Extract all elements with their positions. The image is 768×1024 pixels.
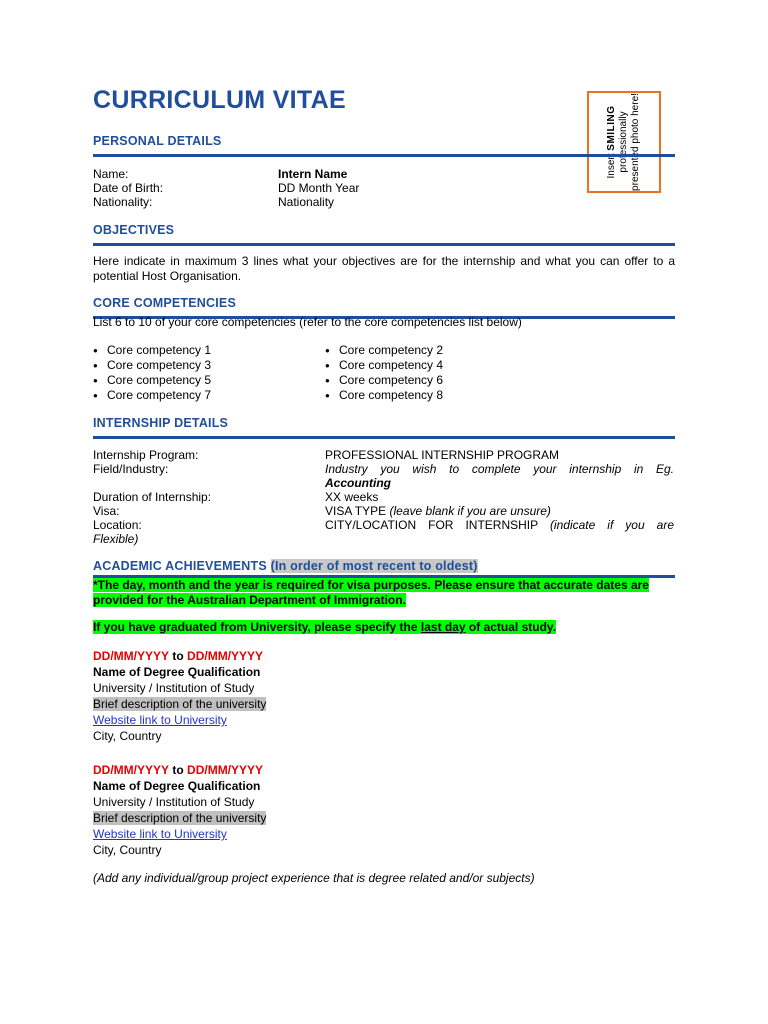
location-label: Location: <box>93 518 142 532</box>
internship-details-heading: INTERNSHIP DETAILS <box>93 416 675 439</box>
objectives-text: Here indicate in maximum 3 lines what your objectives are for the internship and what you can offer to a potential Host Organisation. <box>93 254 675 283</box>
academic-achievements-heading <box>93 559 675 578</box>
entry-institution: University / Institution of Study <box>93 681 255 695</box>
location-value: CITY/LOCATION FOR INTERNSHIP <box>325 518 538 532</box>
document-title: CURRICULUM VITAE <box>93 86 346 114</box>
location-note-cont: Flexible) <box>93 532 139 546</box>
list-item: ● Core competency 3 <box>93 358 211 373</box>
field-value: Industry you wish to complete your internship in Eg. <box>325 462 674 476</box>
entry-qualification: Name of Degree Qualification <box>93 665 261 679</box>
list-item: ● Core competency 6 <box>325 373 443 388</box>
entry-dates <box>93 762 266 778</box>
competencies-list-right <box>325 343 443 403</box>
entry-date-to: DD/MM/YYYY <box>187 649 264 663</box>
entry-date-from: DD/MM/YYYY <box>93 649 170 663</box>
graduation-notice-pre: If you have graduated from University, please specify the <box>93 620 421 634</box>
visa-dates-notice-text: *The day, month and the year is required for visa purposes. Please ensure that accurate dates are provided for the Australian Department of Immigration. <box>93 578 649 607</box>
photo-text-pre: Insert <box>606 153 617 179</box>
entry-website-link[interactable]: Website link to University <box>93 827 227 841</box>
entry-date-from: DD/MM/YYYY <box>93 763 170 777</box>
entry-date-to-word: to <box>172 649 184 663</box>
academic-entry-1 <box>93 648 266 744</box>
program-label: Internship Program: <box>93 448 199 462</box>
location-value-line <box>325 518 674 532</box>
field-example: Accounting <box>325 476 391 490</box>
list-item: ● Core competency 4 <box>325 358 443 373</box>
graduation-notice <box>93 620 675 635</box>
entry-description: Brief description of the university <box>93 697 267 711</box>
nationality-value: Nationality <box>278 195 335 209</box>
photo-text-bold: SMILING <box>606 105 617 151</box>
name-value: Intern Name <box>278 167 348 181</box>
dob-label: Date of Birth: <box>93 181 164 195</box>
list-item: ● Core competency 7 <box>93 388 211 403</box>
competencies-list-left <box>93 343 211 403</box>
personal-details-heading: PERSONAL DETAILS <box>93 134 675 157</box>
dob-value: DD Month Year <box>278 181 360 195</box>
list-item: ● Core competency 1 <box>93 343 211 358</box>
photo-text-post: professionally presented photo here! <box>618 93 641 191</box>
duration-value: XX weeks <box>325 490 379 504</box>
entry-website-link[interactable]: Website link to University <box>93 713 227 727</box>
nationality-label: Nationality: <box>93 195 153 209</box>
list-item: ● Core competency 2 <box>325 343 443 358</box>
academic-heading-text: ACADEMIC ACHIEVEMENTS <box>93 559 267 573</box>
duration-label: Duration of Internship: <box>93 490 212 504</box>
core-competencies-heading: CORE COMPETENCIES <box>93 296 675 319</box>
academic-subheading: (In order of most recent to oldest) <box>270 559 478 573</box>
entry-location: City, Country <box>93 843 162 857</box>
entry-qualification: Name of Degree Qualification <box>93 779 261 793</box>
visa-value: VISA TYPE <box>325 504 387 518</box>
list-item: ● Core competency 5 <box>93 373 211 388</box>
entry-location: City, Country <box>93 729 162 743</box>
visa-note: (leave blank if you are unsure) <box>389 504 551 518</box>
entry-institution: University / Institution of Study <box>93 795 255 809</box>
graduation-notice-underlined: last day <box>420 620 466 634</box>
visa-dates-notice <box>93 578 675 607</box>
entry-dates <box>93 648 266 664</box>
entry-date-to: DD/MM/YYYY <box>187 763 264 777</box>
field-label: Field/Industry: <box>93 462 169 476</box>
name-label: Name: <box>93 167 129 181</box>
entry-date-to-word: to <box>172 763 184 777</box>
visa-label: Visa: <box>93 504 120 518</box>
objectives-heading: OBJECTIVES <box>93 223 675 246</box>
academic-entry-2 <box>93 762 266 858</box>
program-value: PROFESSIONAL INTERNSHIP PROGRAM <box>325 448 560 462</box>
list-item: ● Core competency 8 <box>325 388 443 403</box>
graduation-notice-post: of actual study. <box>465 620 557 634</box>
competencies-intro: List 6 to 10 of your core competencies (refer to the core competencies list below) <box>93 315 522 329</box>
location-note: (indicate if you are <box>549 518 674 532</box>
project-experience-note: (Add any individual/group project experience that is degree related and/or subjects) <box>93 871 535 885</box>
entry-description: Brief description of the university <box>93 811 267 825</box>
visa-value-line <box>325 504 674 518</box>
graduation-notice-text <box>93 620 556 634</box>
